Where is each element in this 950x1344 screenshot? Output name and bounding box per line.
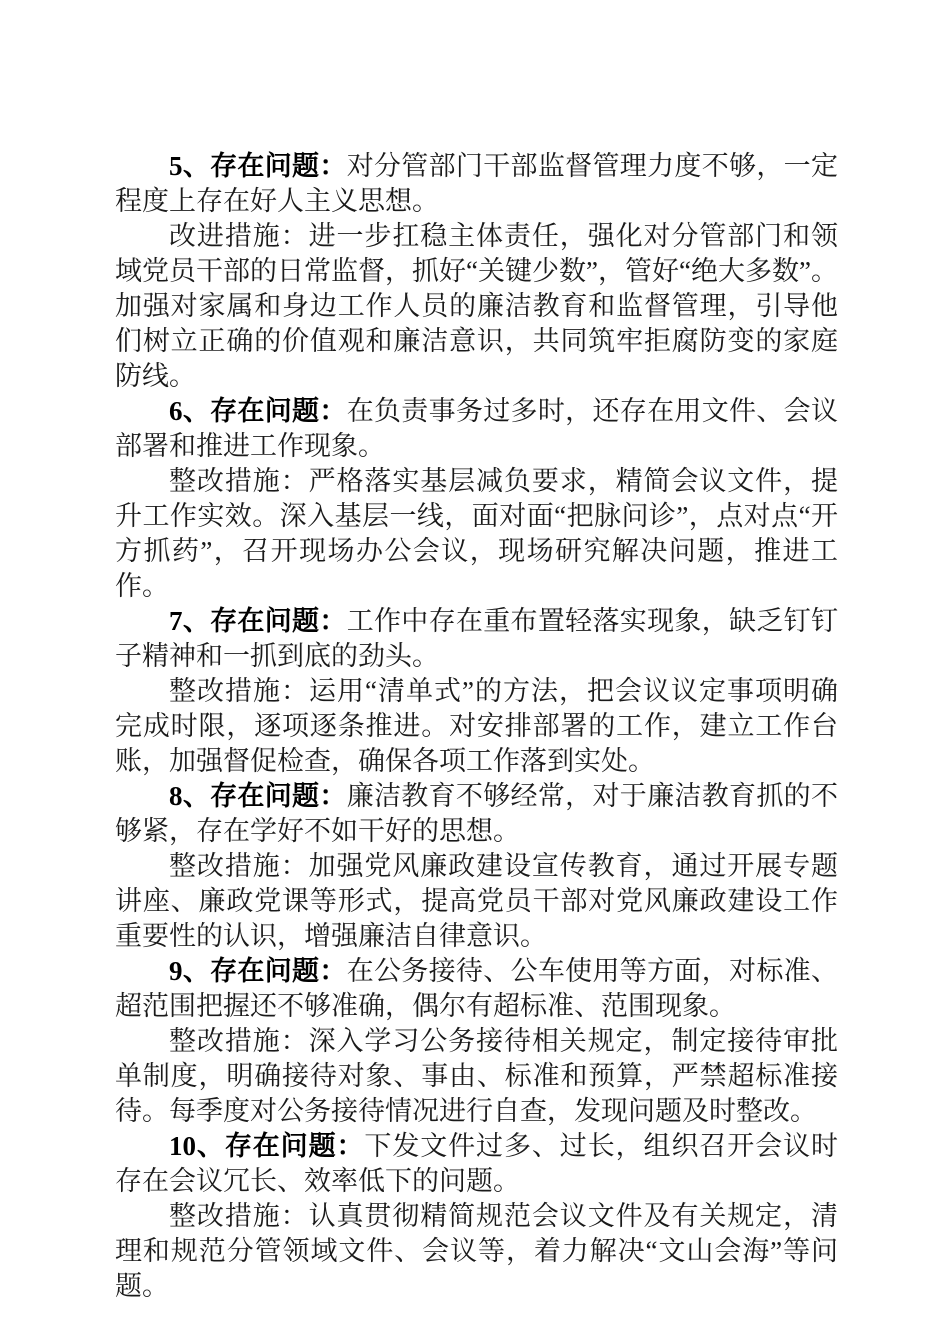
measure-paragraph <box>115 1199 838 1304</box>
problem-text: 下发文件过多、过长，组织召开会议时存在会议冗长、效率低下的问题。 <box>115 1131 839 1196</box>
measure-text: 认真贯彻精简规范会议文件及有关规定，清理和规范分管领域文件、会议等，着力解决“文山会海”等问题。 <box>115 1201 839 1301</box>
problem-paragraph <box>115 954 838 1024</box>
measure-label: 整改措施： <box>169 676 310 706</box>
item-number: 7、 <box>169 606 211 636</box>
problem-text: 工作中存在重布置轻落实现象，缺乏钉钉子精神和一抓到底的劲头。 <box>115 606 838 671</box>
problem-paragraph <box>115 149 838 219</box>
item-number: 6、 <box>169 396 211 426</box>
problem-label: 存在问题： <box>224 1131 365 1161</box>
item-number: 9、 <box>169 956 211 986</box>
problem-text: 对分管部门干部监督管理力度不够，一定程度上存在好人主义思想。 <box>115 151 838 216</box>
problem-label: 存在问题： <box>210 606 347 636</box>
problem-text: 在公务接待、公车使用等方面，对标准、超范围把握还不够准确，偶尔有超标准、范围现象。 <box>115 956 838 1021</box>
measure-label: 整改措施： <box>169 851 309 881</box>
measure-paragraph <box>115 219 838 394</box>
item-number: 8、 <box>169 781 211 811</box>
problem-label: 存在问题： <box>210 956 347 986</box>
document-body <box>115 149 838 1304</box>
measure-label: 改进措施： <box>169 221 309 251</box>
list-item-10 <box>115 1129 838 1304</box>
problem-label: 存在问题： <box>210 396 347 426</box>
measure-label: 整改措施： <box>169 466 309 496</box>
measure-paragraph <box>115 674 838 779</box>
measure-text: 深入学习公务接待相关规定，制定接待审批单制度，明确接待对象、事由、标准和预算，严禁超标准接待。每季度对公务接待情况进行自查，发现问题及时整改。 <box>115 1026 839 1126</box>
list-item-9 <box>115 954 838 1129</box>
measure-text: 加强党风廉政建设宣传教育，通过开展专题讲座、廉政党课等形式，提高党员干部对党风廉政建设工作重要性的认识，增强廉洁自律意识。 <box>115 851 839 951</box>
problem-label: 存在问题： <box>210 781 347 811</box>
measure-label: 整改措施： <box>169 1201 309 1231</box>
item-number: 5、 <box>169 151 211 181</box>
list-item-6 <box>115 394 838 604</box>
list-item-7 <box>115 604 838 779</box>
item-number: 10、 <box>169 1131 225 1161</box>
problem-paragraph <box>115 779 838 849</box>
measure-text: 严格落实基层减负要求，精简会议文件，提升工作实效。深入基层一线，面对面“把脉问诊”，点对点“开方抓药”，召开现场办公会议，现场研究解决问题，推进工作。 <box>115 466 839 601</box>
problem-label: 存在问题： <box>210 151 347 181</box>
list-item-8 <box>115 779 838 954</box>
measure-label: 整改措施： <box>169 1026 309 1056</box>
problem-paragraph <box>115 1129 838 1199</box>
measure-text: 运用“清单式”的方法，把会议议定事项明确完成时限，逐项逐条推进。对安排部署的工作，建立工作台账，加强督促检查，确保各项工作落到实处。 <box>115 676 839 776</box>
problem-text: 廉洁教育不够经常，对于廉洁教育抓的不够紧，存在学好不如干好的思想。 <box>115 781 838 846</box>
list-item-5 <box>115 149 838 394</box>
problem-text: 在负责事务过多时，还存在用文件、会议部署和推进工作现象。 <box>115 396 838 461</box>
measure-paragraph <box>115 464 838 604</box>
problem-paragraph <box>115 604 838 674</box>
measure-paragraph <box>115 849 838 954</box>
measure-text: 进一步扛稳主体责任，强化对分管部门和领域党员干部的日常监督，抓好“关键少数”，管好“绝大多数”。加强对家属和身边工作人员的廉洁教育和监督管理，引导他们树立正确的价值观和廉洁意识，共同筑牢拒腐防变的家庭防线。 <box>115 221 839 391</box>
problem-paragraph <box>115 394 838 464</box>
measure-paragraph <box>115 1024 838 1129</box>
